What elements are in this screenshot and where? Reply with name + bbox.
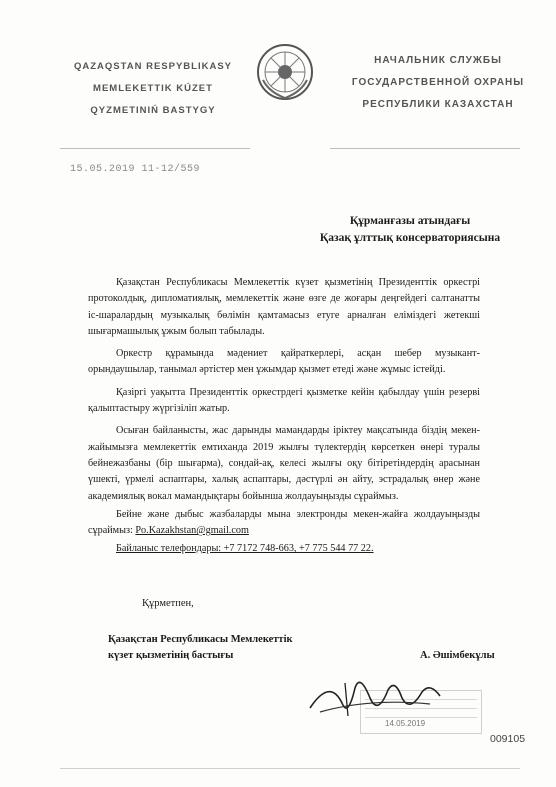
addressee-block — [300, 213, 520, 247]
signatory-name: А. Әшімбекұлы — [420, 650, 495, 661]
email-link[interactable]: Po.Kazakhstan@gmail.com — [135, 525, 249, 537]
paragraph: Қазіргі уақытта Президенттік оркестрдегі қызметке кейін қабылдау үшін резерві қалыптастыру жүргізіліп жатыр. — [88, 386, 480, 415]
header-right-line: РЕСПУБЛИКИ КАЗАХСТАН — [362, 99, 514, 110]
paragraph: Осыған байланысты, жас дарынды мамандарды іріктеу мақсатында біздің мекен-жайымызға мемлекеттік емтиханда 2019 жылғы түлектердің көрсеткен өнері туралы бейнежазбаны (бір шығарма), сондай-ақ, келесі жылғы оқу бітіретіндердің арасынан үшекті, үрмелі аспаптары, халық аспаптары, дәстүрлі ән айту, эстрадалық өнер және академиялық вокал мамандықтары бойынша жолдауыңызды сұраймыз. — [88, 425, 480, 502]
document-number: 009105 — [490, 733, 526, 745]
header-divider — [330, 148, 520, 149]
state-emblem-icon — [255, 42, 315, 102]
header-divider — [60, 148, 250, 149]
footer-divider — [60, 768, 520, 769]
header-left-line: QAZAQSTAN RESPYBLIKASY — [73, 61, 232, 72]
stamp-date: 14.05.2019 — [385, 719, 426, 728]
header-left-line: QYZMETINIŃ BASTYGY — [90, 105, 216, 116]
header-left-line: MEMLEKETTIK KÚZET — [93, 83, 213, 94]
handwritten-signature-icon — [300, 668, 450, 728]
signatory-organization — [108, 632, 308, 664]
signatory-line: күзет қызметінің бастығы — [108, 650, 234, 661]
signatory-line: Қазақстан Республикасы Мемлекеттік — [108, 634, 293, 645]
header-left-kazakh — [58, 56, 248, 122]
regards: Құрметпен, — [142, 598, 194, 609]
letter-body — [88, 275, 480, 558]
header-right-line: НАЧАЛЬНИК СЛУЖБЫ — [374, 55, 502, 66]
paragraph: Оркестр құрамында мәдениет қайраткерлері, асқан шебер музыкант-орындаушылар, танымал әртістер мен ұжымдар қызмет етеді және жұмыс істейді. — [88, 348, 480, 376]
paragraph: Қазақстан Республикасы Мемлекеттік күзет қызметінің Президенттік оркестрі протоколдық, дипломатиялық, мемлекеттік және өзге де жоғары деңгейдегі салтанатты іс-шаралардың музыкалық бөлімін қамтамасыз етуге арналған еліміздегі жетекші шығармашылық ұжым болып табылады. — [88, 277, 480, 337]
header-right-russian — [338, 50, 538, 116]
paragraph-text: Бейне және дыбыс жазбаларды мына электронды мекен-жайға жолдауыңызды сұраймыз: — [88, 508, 480, 537]
paragraph — [88, 507, 480, 540]
header-right-line: ГОСУДАРСТВЕННОЙ ОХРАНЫ — [351, 77, 525, 88]
addressee-line: Қазақ ұлттық консерваториясына — [319, 232, 501, 244]
phone-line: Байланыс телефондары: +7 7172 748-663, +7 775 544 77 22. — [116, 543, 374, 555]
reference-number: 15.05.2019 11-12/559 — [70, 164, 201, 175]
addressee-line: Құрманғазы атындағы — [349, 215, 471, 227]
